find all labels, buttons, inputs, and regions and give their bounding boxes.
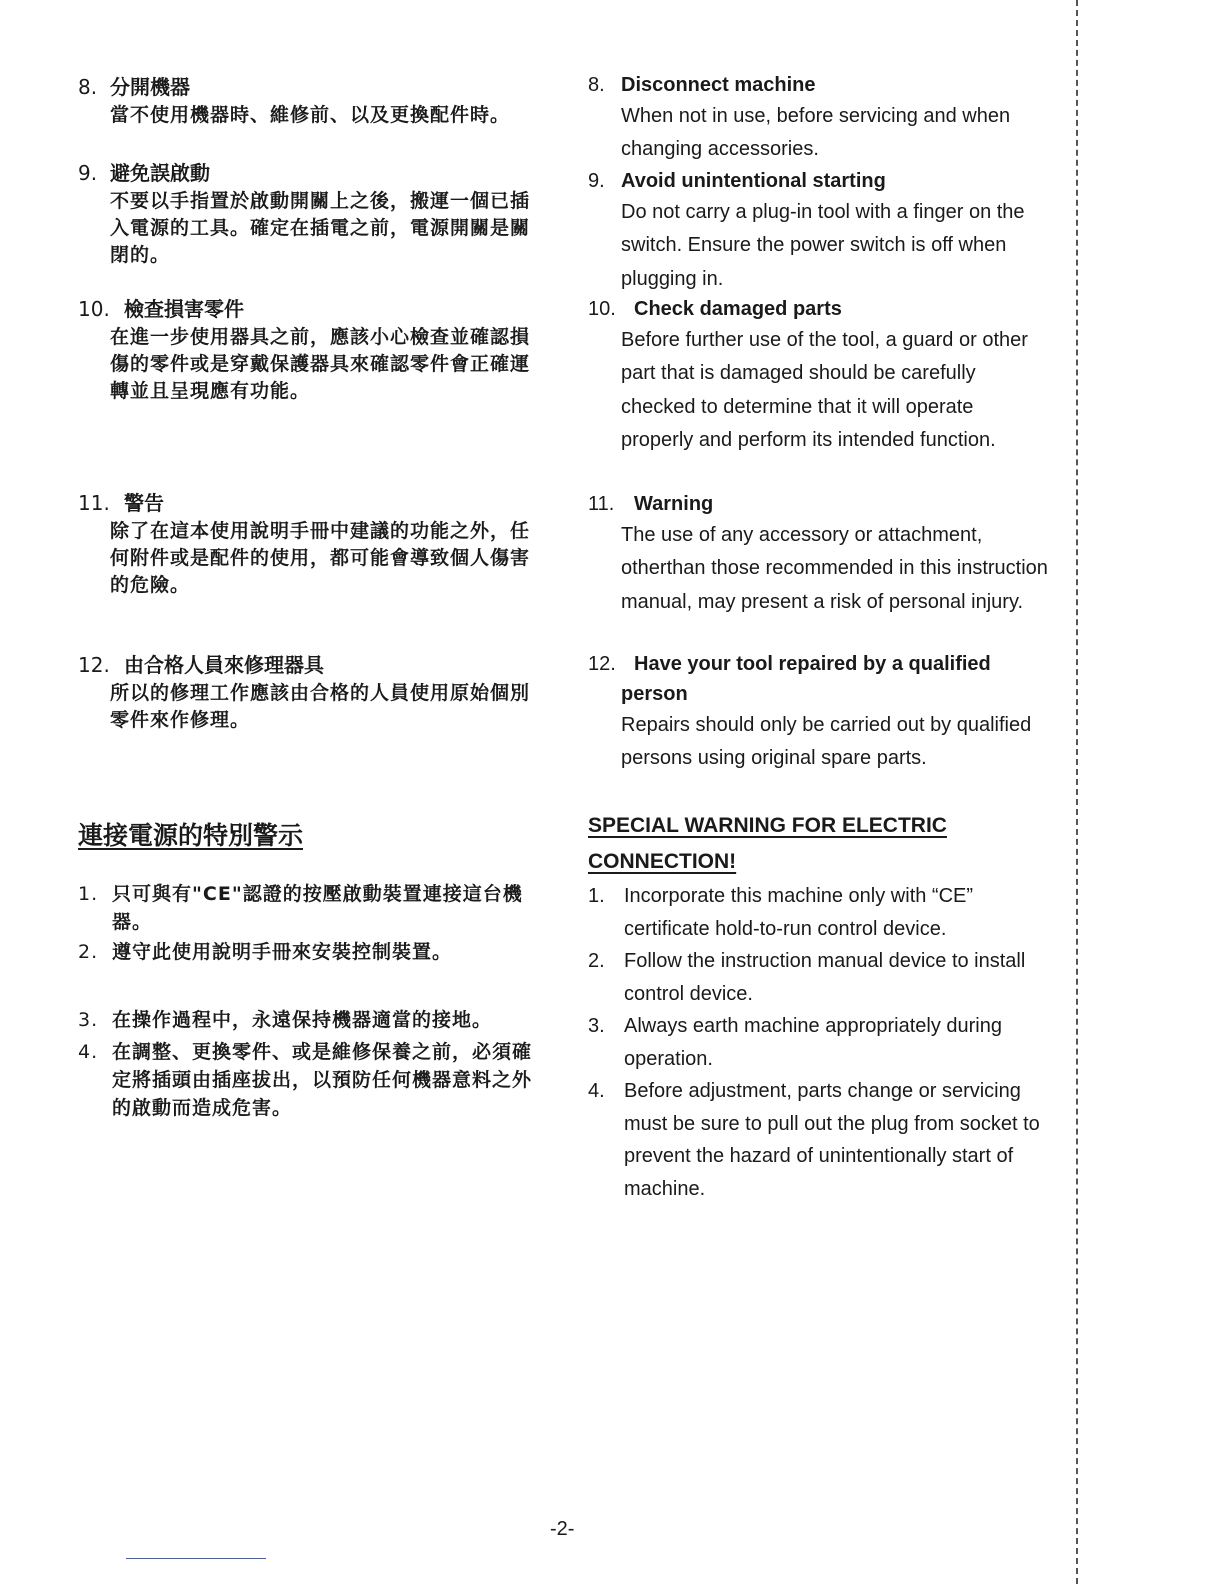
en-list-number: 4. [588,1080,605,1102]
en-list [588,880,1048,1205]
zh-item-11-body: 除了在這本使用說明手冊中建議的功能之外，任何附件或是配件的使用，都可能會導致個人傷害的危險。 [110,520,531,596]
en-list-text: Incorporate this machine only with “CE” certificate hold-to-run control device. [624,885,974,940]
en-item-10-title: Check damaged parts [634,298,842,320]
zh-list-number: 1. [78,883,99,905]
footer-rule [126,1558,266,1559]
en-item-11-title: Warning [634,493,714,515]
zh-list-text: 遵守此使用說明手冊來安裝控制裝置。 [112,941,453,963]
zh-list-number: 3. [78,1009,99,1031]
en-list-item [588,945,1048,1010]
zh-item-11-title: 警告 [124,491,164,515]
zh-list-text: 在調整、更換零件、或是維修保養之前，必須確定將插頭由插座拔出，以預防任何機器意料之外的啟動而造成危害。 [112,1041,533,1119]
en-item-9-body: Do not carry a plug-in tool with a finger on the switch. Ensure the power switch is off when plugging in. [621,201,1025,290]
page-number: -2- [550,1518,575,1540]
zh-item-8 [78,72,548,129]
en-item-8-body: When not in use, before servicing and when changing accessories. [621,105,1011,161]
zh-item-12-body: 所以的修理工作應該由合格的人員使用原始個別零件來作修理。 [110,682,531,731]
zh-item-9-body: 不要以手指置於啟動開關上之後，搬運一個已插入電源的工具。確定在插電之前，電源開關是關閉的。 [110,190,531,266]
en-section-title [588,808,1048,880]
en-item-12-body: Repairs should only be carried out by qualified persons using original spare parts. [621,714,1032,770]
zh-list [78,880,548,1122]
en-item-12-number: 12. [588,653,616,675]
en-item-10 [588,294,1048,458]
zh-list-text: 只可與有"CE"認證的按壓啟動裝置連接這台機器。 [112,883,523,933]
zh-item-10-number: 10. [78,297,110,321]
en-item-8 [588,70,1048,167]
en-list-number: 2. [588,950,605,972]
en-item-9 [588,166,1048,296]
en-item-11-body: The use of any accessory or attachment, otherthan those recommended in this instruction manual, may present a risk of personal injury. [621,524,1048,613]
zh-list-number: 2. [78,941,99,963]
zh-item-9-number: 9. [78,161,98,185]
zh-item-9 [78,158,548,269]
en-list-text: Before adjustment, parts change or servicing must be sure to pull out the plug from socket to prevent the hazard of unintentionally start of machine. [624,1080,1040,1200]
zh-section-title: 連接電源的特別警示 [78,821,304,850]
en-list-text: Always earth machine appropriately during operation. [624,1015,1002,1070]
en-item-10-body: Before further use of the tool, a guard or other part that is damaged should be carefully checked to determine that it will operate properly and perform its intended function. [621,329,1028,452]
zh-item-8-title: 分開機器 [110,75,190,99]
zh-item-12-number: 12. [78,653,110,677]
en-item-8-title: Disconnect machine [621,74,816,96]
zh-item-9-title: 避免誤啟動 [110,161,210,185]
zh-item-10-body: 在進一步使用器具之前，應該小心檢查並確認損傷的零件或是穿戴保護器具來確認零件會正確運轉並且呈現應有功能。 [110,326,531,402]
zh-item-10-title: 檢查損害零件 [124,297,244,321]
zh-item-11-number: 11. [78,491,110,515]
en-item-10-number: 10. [588,298,616,320]
zh-item-8-body: 當不使用機器時、維修前、以及更換配件時。 [110,104,511,126]
en-list-item [588,1075,1048,1205]
en-section-title-line1: SPECIAL WARNING FOR ELECTRIC [588,814,947,837]
en-item-11 [588,489,1048,619]
zh-item-10 [78,294,548,405]
zh-list-item [78,1038,548,1122]
zh-list-item [78,938,548,966]
zh-item-12-title: 由合格人員來修理器具 [124,653,324,677]
en-item-9-number: 9. [588,170,605,192]
zh-list-item [78,880,548,936]
en-list-item [588,1010,1048,1075]
en-item-12 [588,649,1048,776]
zh-item-11 [78,488,548,599]
en-item-9-title: Avoid unintentional starting [621,170,886,192]
en-item-12-title: Have your tool repaired by a qualified [634,653,991,675]
zh-list-number: 4. [78,1041,99,1063]
cut-line [1076,0,1078,1584]
en-section-title-line2: CONNECTION! [588,850,737,873]
en-item-11-number: 11. [588,493,615,515]
zh-list-item [78,1006,548,1034]
en-list-item [588,880,1048,945]
en-item-8-number: 8. [588,74,605,96]
en-list-number: 1. [588,885,605,907]
en-item-12-title-line2: person [621,683,688,705]
zh-list-text: 在操作過程中，永遠保持機器適當的接地。 [112,1009,493,1031]
en-list-text: Follow the instruction manual device to install control device. [624,950,1026,1005]
en-list-number: 3. [588,1015,605,1037]
zh-item-12 [78,650,548,734]
zh-item-8-number: 8. [78,75,98,99]
